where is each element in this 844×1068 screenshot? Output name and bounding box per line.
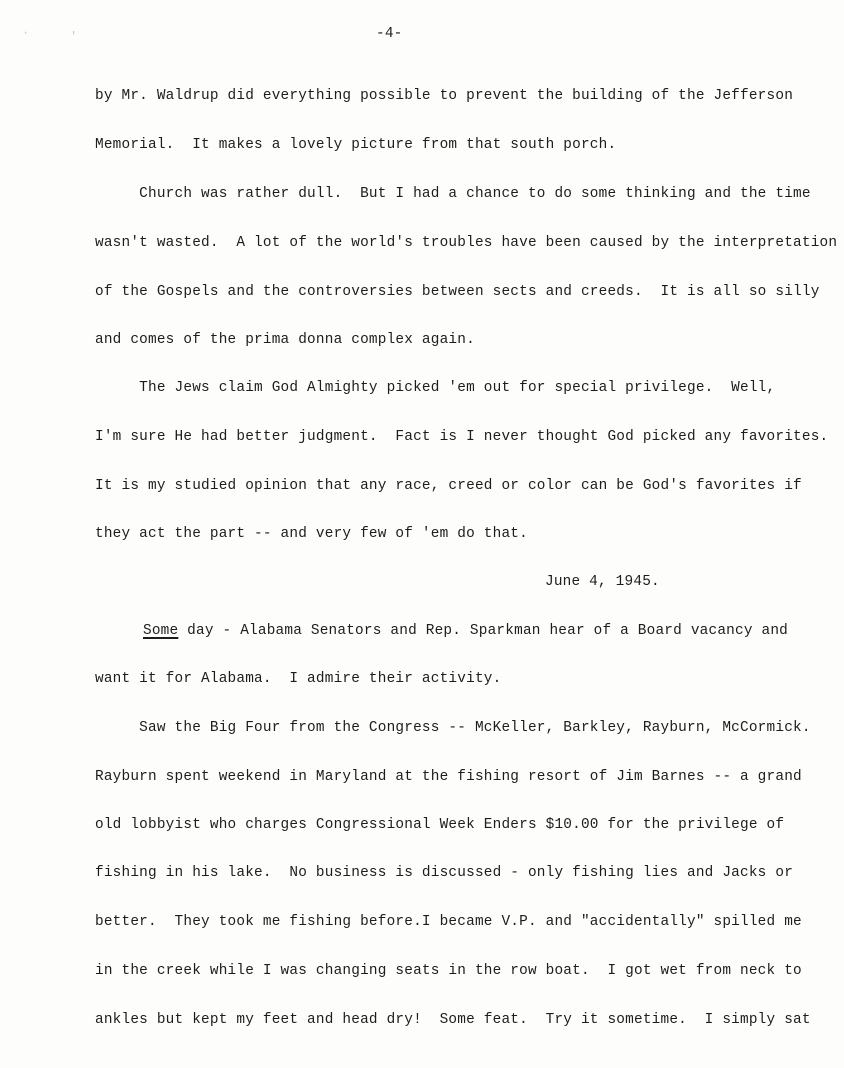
margin-speck: ' bbox=[70, 30, 78, 44]
text-line: by Mr. Waldrup did everything possible to prevent the building of the Jefferson bbox=[95, 88, 794, 104]
line-rest: day - Alabama Senators and Rep. Sparkman hear of a Board vacancy and bbox=[178, 623, 789, 639]
entry-date: June 4, 1945. bbox=[545, 574, 660, 590]
text-line: better. They took me fishing before.I became V.P. and "accidentally" spilled me bbox=[95, 914, 802, 930]
page-number: -4- bbox=[376, 26, 403, 42]
text-line: Church was rather dull. But I had a chance to do some thinking and the time bbox=[95, 186, 811, 202]
text-line: Rayburn spent weekend in Maryland at the fishing resort of Jim Barnes -- a grand bbox=[95, 769, 802, 785]
text-line: wasn't wasted. A lot of the world's troubles have been caused by the interpretation bbox=[95, 235, 838, 251]
text-line: It is my studied opinion that any race, creed or color can be God's favorites if bbox=[95, 478, 802, 494]
underlined-word: Some bbox=[143, 623, 179, 639]
text-line: of the Gospels and the controversies between sects and creeds. It is all so silly bbox=[95, 284, 820, 300]
text-line: Saw the Big Four from the Congress -- McKeller, Barkley, Rayburn, McCormick. bbox=[95, 720, 811, 736]
text-line: The Jews claim God Almighty picked 'em out for special privilege. Well, bbox=[95, 380, 776, 396]
text-line: they act the part -- and very few of 'em do that. bbox=[95, 526, 528, 542]
text-line: fishing in his lake. No business is discussed - only fishing lies and Jacks or bbox=[95, 865, 794, 881]
text-line: Memorial. It makes a lovely picture from that south porch. bbox=[95, 137, 617, 153]
text-line: want it for Alabama. I admire their activity. bbox=[95, 671, 502, 687]
text-line bbox=[143, 621, 788, 641]
text-line: ankles but kept my feet and head dry! Some feat. Try it sometime. I simply sat bbox=[95, 1012, 811, 1028]
text-line: and comes of the prima donna complex again. bbox=[95, 332, 475, 348]
text-line: old lobbyist who charges Congressional Week Enders $10.00 for the privilege of bbox=[95, 817, 785, 833]
text-line: in the creek while I was changing seats in the row boat. I got wet from neck to bbox=[95, 963, 802, 979]
text-line: I'm sure He had better judgment. Fact is I never thought God picked any favorites. bbox=[95, 429, 829, 445]
margin-speck: · bbox=[22, 26, 30, 40]
